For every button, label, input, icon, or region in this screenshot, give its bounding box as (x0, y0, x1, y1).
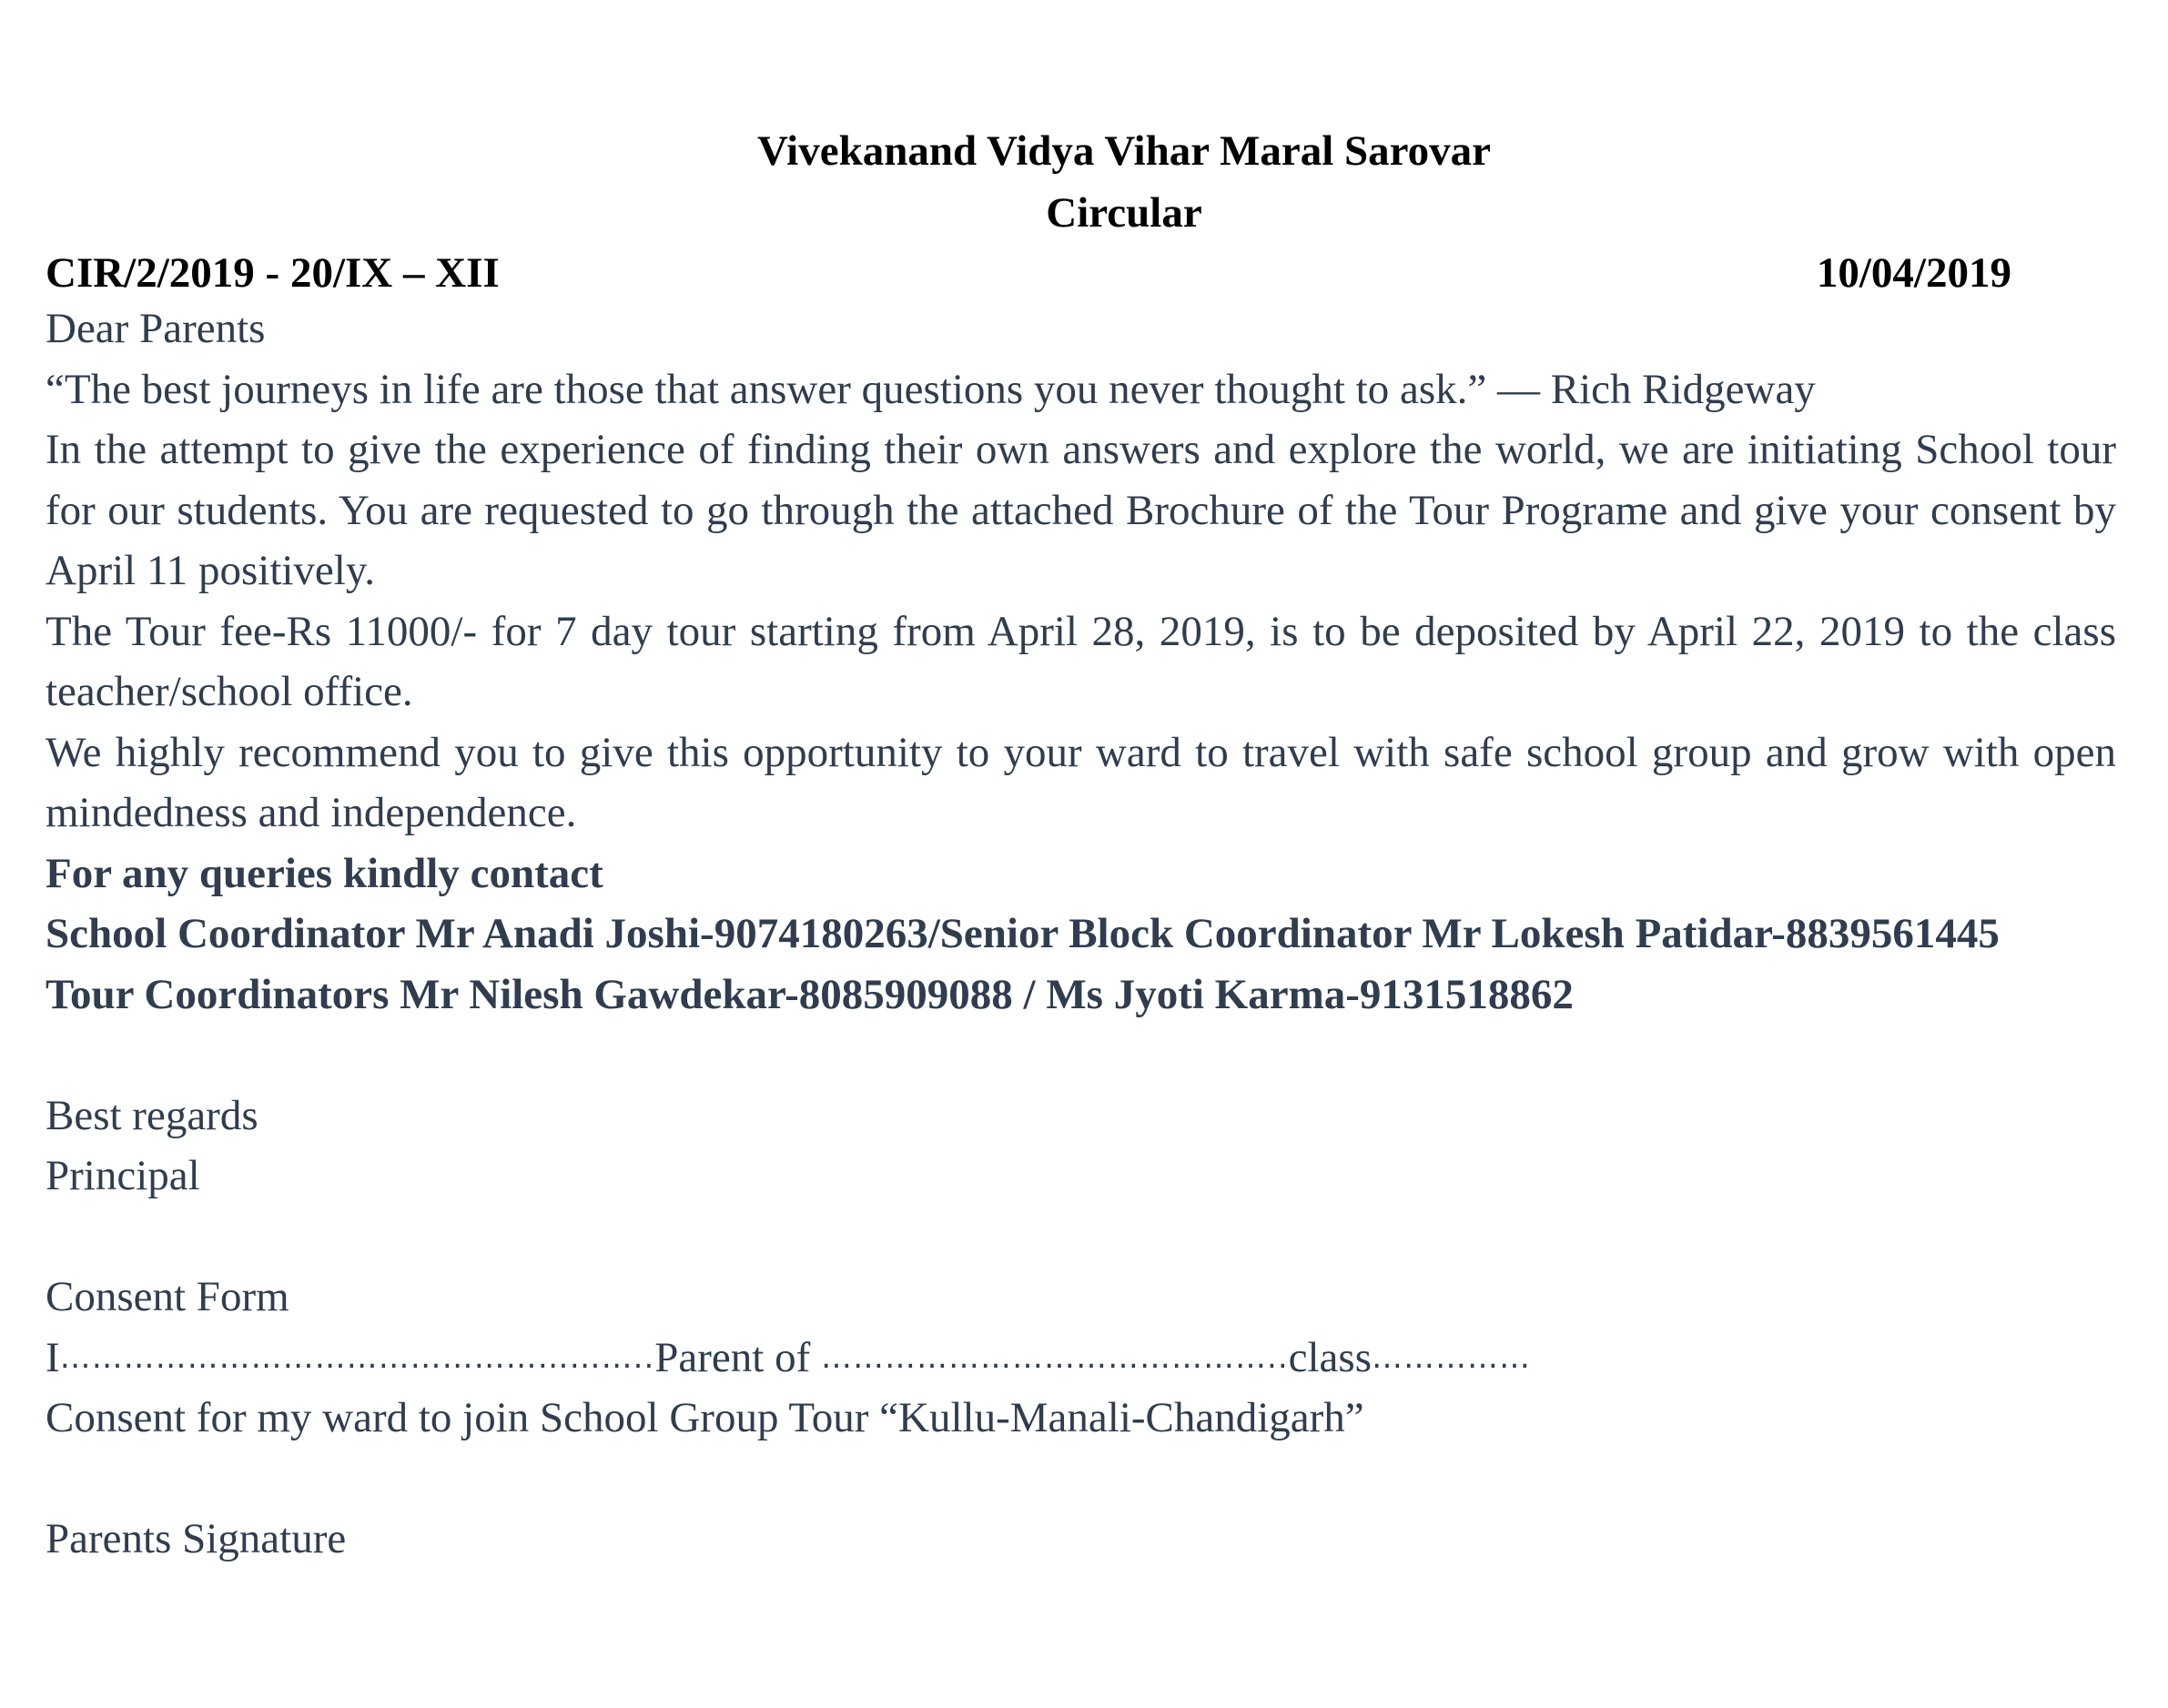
spacer (46, 1207, 2116, 1268)
class-blank: …………… (1372, 1339, 1532, 1376)
contact-tour-coordinators: Tour Coordinators Mr Nilesh Gawdekar-8085909088 / Ms Jyoti Karma-9131518862 (46, 970, 1574, 1018)
consent-form-title: Consent Form (46, 1273, 289, 1320)
reference-date-row (46, 238, 2011, 308)
quote: “The best journeys in life are those that answer questions you never thought to ask.” ― Rich Ridgeway (46, 365, 1816, 413)
salutation: Dear Parents (46, 305, 266, 352)
contact-heading: For any queries kindly contact (46, 849, 603, 897)
consent-fill-line (46, 1328, 2116, 1389)
circular-date: 10/04/2019 (1816, 249, 2011, 297)
consent-prefix: I (46, 1333, 60, 1381)
letter-body (46, 298, 2116, 1570)
spacer (46, 1025, 2116, 1086)
name-blank: ……………………………………………….. (59, 1339, 655, 1376)
recommendation-paragraph: We highly recommend you to give this opportunity to your ward to travel with safe school group and grow with open mindedness and independence. (46, 728, 2116, 836)
spacer (46, 1449, 2116, 1510)
signatory: Principal (46, 1152, 200, 1199)
class-label: class (1288, 1333, 1373, 1381)
intro-paragraph: In the attempt to give the experience of finding their own answers and explore the world, we are initiating School tour for our students. You are requested to go through the attached Brochure of the Tour Programe and give your consent by April 11 positively. (46, 426, 2116, 594)
contact-coordinators: School Coordinator Mr Anadi Joshi-9074180263/Senior Block Coordinator Mr Lokesh Patidar-8839561445 (46, 910, 2000, 957)
parents-signature-label: Parents Signature (46, 1515, 347, 1562)
consent-statement: Consent for my ward to join School Group Tour “Kullu-Manali-Chandigarh” (46, 1394, 1364, 1441)
school-name: Vivekanand Vidya Vihar Maral Sarovar (756, 127, 1492, 175)
ward-name-blank: …………………………………….. (821, 1339, 1289, 1376)
closing: Best regards (46, 1091, 258, 1139)
fee-paragraph: The Tour fee-Rs 11000/- for 7 day tour starting from April 28, 2019, is to be deposited by April 22, 2019 to the class teacher/school office. (46, 607, 2116, 715)
parent-of-label: Parent of (654, 1333, 822, 1381)
document-type-heading: Circular (1046, 189, 1202, 237)
circular-reference-number: CIR/2/2019 - 20/IX – XII (46, 249, 500, 297)
